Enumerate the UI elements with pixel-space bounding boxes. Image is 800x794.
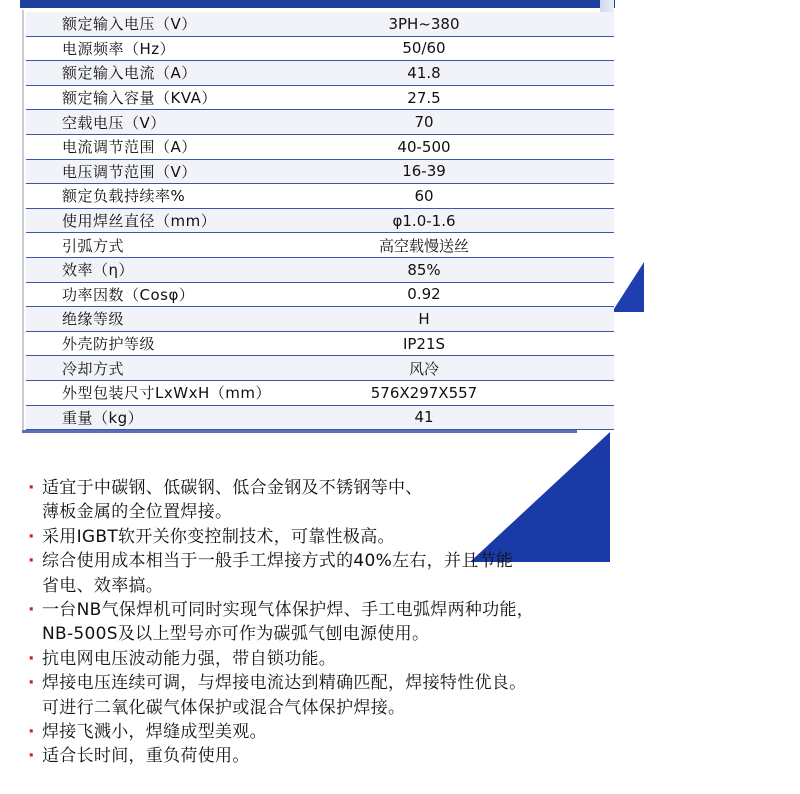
spec-value: 60 <box>344 184 614 209</box>
spec-label: 重量（kg） <box>26 405 344 430</box>
spec-value: IP21S <box>344 331 614 356</box>
spec-label: 效率（η） <box>26 257 344 282</box>
spec-value: H <box>344 307 614 332</box>
spec-value: 41 <box>344 405 614 430</box>
feature-text: 抗电网电压波动能力强，带自锁功能。 <box>42 648 337 669</box>
spec-label: 电流调节范围（A） <box>26 134 344 159</box>
spec-row <box>26 405 614 430</box>
spec-value: 50/60 <box>344 36 614 61</box>
spec-label: 电压调节范围（V） <box>26 159 344 184</box>
spec-row <box>26 257 614 282</box>
spec-value: 16-39 <box>344 159 614 184</box>
bullet-dot: · <box>28 526 35 547</box>
feature-list <box>28 476 628 769</box>
feature-text: 采用IGBT软开关你变控制技术，可靠性极高。 <box>42 526 395 547</box>
spec-row <box>26 380 614 405</box>
feature-item <box>28 476 628 525</box>
spec-row <box>26 159 614 184</box>
spec-label: 额定输入电流（A） <box>26 61 344 86</box>
spec-value: φ1.0-1.6 <box>344 208 614 233</box>
spec-table <box>26 12 614 430</box>
spec-table-body <box>26 12 614 430</box>
spec-row <box>26 233 614 258</box>
spec-row <box>26 282 614 307</box>
bullet-dot: · <box>28 600 35 621</box>
spec-row <box>26 61 614 86</box>
bullet-dot: · <box>28 746 35 767</box>
bullet-dot: · <box>28 722 35 743</box>
bullet-dot: · <box>28 478 35 498</box>
feature-item <box>28 549 628 598</box>
feature-item <box>28 647 628 671</box>
spec-label: 功率因数（Cosφ） <box>26 282 344 307</box>
spec-row <box>26 85 614 110</box>
spec-row <box>26 36 614 61</box>
feature-text: 适合长时间，重负荷使用。 <box>42 746 250 767</box>
spec-label: 绝缘等级 <box>26 307 344 332</box>
feature-item <box>28 744 628 768</box>
feature-item <box>28 598 628 647</box>
bullet-dot: · <box>28 673 35 694</box>
spec-label: 空载电压（V） <box>26 110 344 135</box>
spec-value: 27.5 <box>344 85 614 110</box>
spec-label: 使用焊丝直径（mm） <box>26 208 344 233</box>
spec-row <box>26 134 614 159</box>
spec-label: 外壳防护等级 <box>26 331 344 356</box>
spec-value: 高空载慢送丝 <box>344 233 614 258</box>
feature-item <box>28 525 628 549</box>
bullet-dot: · <box>28 551 35 572</box>
spec-value: 85% <box>344 257 614 282</box>
feature-text: 焊接飞溅小，焊缝成型美观。 <box>42 722 267 743</box>
spec-row <box>26 307 614 332</box>
spec-row <box>26 208 614 233</box>
spec-row <box>26 184 614 209</box>
spec-value: 3PH~380 <box>344 12 614 36</box>
table-left-border <box>22 10 24 432</box>
spec-label: 外型包装尺寸LxWxH（mm） <box>26 380 344 405</box>
feature-text: 焊接电压连续可调，与焊接电流达到精确匹配，焊接特性优良。 可进行二氧化碳气体保护或混合气体保护焊接。 <box>42 673 527 718</box>
feature-item <box>28 671 628 720</box>
spec-value: 41.8 <box>344 61 614 86</box>
spec-row <box>26 356 614 381</box>
bullet-dot: · <box>28 648 35 669</box>
spec-value: 70 <box>344 110 614 135</box>
spec-row <box>26 12 614 36</box>
top-accent-bar <box>20 0 615 8</box>
spec-value: 风冷 <box>344 356 614 381</box>
blue-corner-triangle <box>612 262 644 312</box>
spec-value: 0.92 <box>344 282 614 307</box>
spec-value: 40-500 <box>344 134 614 159</box>
table-bottom-rule <box>22 430 577 433</box>
spec-row <box>26 331 614 356</box>
spec-label: 电源频率（Hz） <box>26 36 344 61</box>
feature-item <box>28 720 628 744</box>
spec-value: 576X297X557 <box>344 380 614 405</box>
spec-label: 额定负载持续率% <box>26 184 344 209</box>
spec-label: 额定输入电压（V） <box>26 12 344 36</box>
feature-text: 一台NB气保焊机可同时实现气体保护焊、手工电弧焊两种功能， NB-500S及以上型号亦可作为碳弧气刨电源使用。 <box>42 600 535 645</box>
spec-label: 额定输入容量（KVA） <box>26 85 344 110</box>
feature-text: 综合使用成本相当于一般手工焊接方式的40%左右，并且节能 省电、效率搞。 <box>42 551 514 596</box>
spec-row <box>26 110 614 135</box>
spec-label: 引弧方式 <box>26 233 344 258</box>
feature-text: 适宜于中碳钢、低碳钢、低合金钢及不锈钢等中、 薄板金属的全位置焊接。 <box>42 478 423 523</box>
spec-label: 冷却方式 <box>26 356 344 381</box>
